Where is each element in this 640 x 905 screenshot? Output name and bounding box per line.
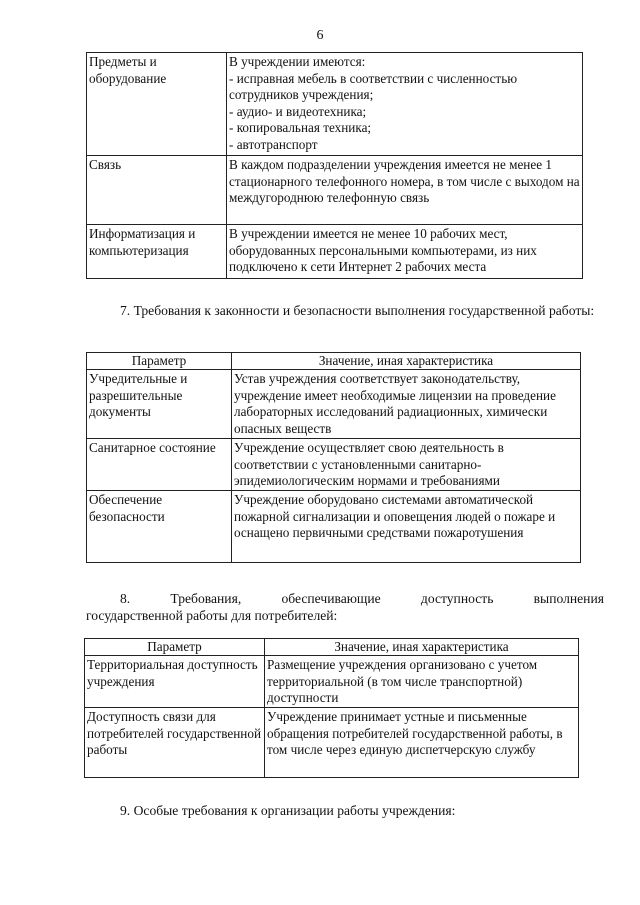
value-cell: Учреждение оборудовано системами автоматической пожарной сигнализации и оповещения людей о пожаре и оснащено первичными средствами пожаротушения bbox=[232, 491, 581, 563]
param-cell: Связь bbox=[87, 156, 227, 225]
table-row bbox=[87, 491, 581, 563]
section-9-heading: 9. Особые требования к организации работы учреждения: bbox=[120, 803, 456, 818]
accessibility-table bbox=[84, 638, 579, 778]
table-row bbox=[85, 708, 579, 778]
param-cell: Территориальная доступность учреждения bbox=[85, 656, 265, 708]
column-header: Значение, иная характеристика bbox=[232, 353, 581, 370]
value-cell: Учреждение принимает устные и письменные обращения потребителей государственной работы, в том числе через единую диспетчерскую службу bbox=[265, 708, 579, 778]
value-cell: Учреждение осуществляет свою деятельность в соответствии с установленными санитарно-эпидемиологическим нормами и требованиями bbox=[232, 439, 581, 491]
table-row bbox=[87, 439, 581, 491]
section-7-heading: 7. Требования к законности и безопасности выполнения государственной работы: bbox=[120, 303, 595, 318]
value-cell: В каждом подразделении учреждения имеется не менее 1 стационарного телефонного номера, в том числе с выходом на междугороднюю телефонную связь bbox=[227, 156, 583, 225]
section-8-heading-line-1 bbox=[120, 590, 604, 607]
param-cell: Доступность связи для потребителей государственной работы bbox=[85, 708, 265, 778]
value-cell: Размещение учреждения организовано с учетом территориальной (в том числе транспортной) доступности bbox=[265, 656, 579, 708]
column-header: Значение, иная характеристика bbox=[265, 639, 579, 656]
table-row bbox=[85, 656, 579, 708]
param-cell: Учредительные и разрешительные документы bbox=[87, 370, 232, 439]
legality-table bbox=[86, 352, 581, 563]
page-number: 6 bbox=[316, 28, 324, 43]
param-cell: Обеспечение безопасности bbox=[87, 491, 232, 563]
table-header-row bbox=[85, 639, 579, 656]
param-cell: Предметы и оборудование bbox=[87, 53, 227, 156]
heading-word: 8. bbox=[120, 591, 131, 606]
heading-word: доступность bbox=[420, 591, 494, 606]
column-header: Параметр bbox=[87, 353, 232, 370]
value-cell: Устав учреждения соответствует законодательству, учреждение имеет необходимые лицензии на проведение лабораторных исследований радиационных, химически опасных веществ bbox=[232, 370, 581, 439]
heading-word: Требования, bbox=[170, 591, 242, 606]
table-row bbox=[87, 53, 583, 156]
table-header-row bbox=[87, 353, 581, 370]
heading-word: выполнения bbox=[533, 591, 604, 606]
value-cell: В учреждении имеется не менее 10 рабочих мест, оборудованных персональными компьютерами, из них подключено к сети Интернет 2 рабочих места bbox=[227, 225, 583, 279]
param-cell: Санитарное состояние bbox=[87, 439, 232, 491]
heading-word: обеспечивающие bbox=[281, 591, 381, 606]
param-cell: Информатизация и компьютеризация bbox=[87, 225, 227, 279]
table-row bbox=[87, 156, 583, 225]
column-header: Параметр bbox=[85, 639, 265, 656]
value-cell: В учреждении имеются: - исправная мебель в соответствии с численностью сотрудников учреждения; - аудио- и видеотехника; - копировальная техника; - автотранспорт bbox=[227, 53, 583, 156]
table-row bbox=[87, 225, 583, 279]
table-row bbox=[87, 370, 581, 439]
section-8-heading bbox=[86, 590, 604, 607]
resources-table bbox=[86, 52, 583, 279]
section-8-heading-line-2: государственной работы для потребителей: bbox=[86, 608, 338, 623]
